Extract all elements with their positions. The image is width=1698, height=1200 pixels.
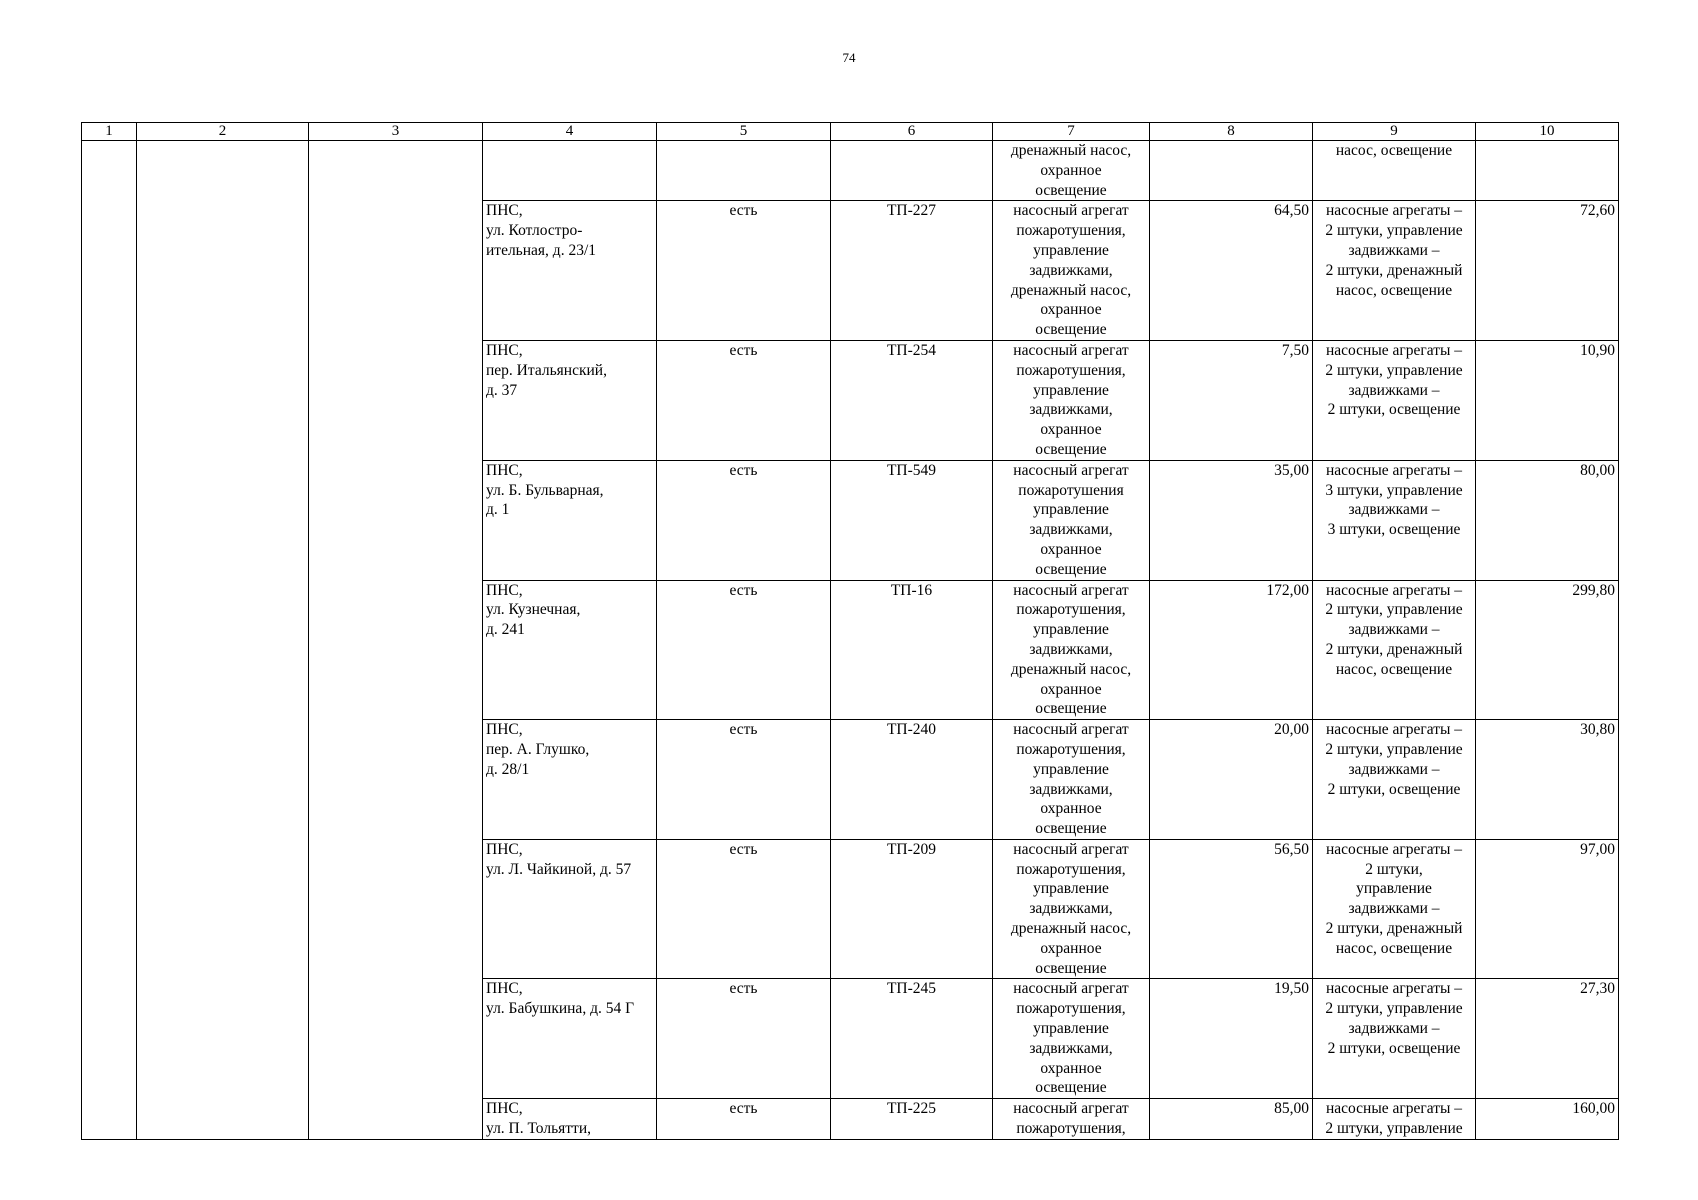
cell-availability: есть xyxy=(657,340,831,460)
cell-availability xyxy=(657,141,831,201)
cell-object: ПНС, ул. Кузнечная, д. 241 xyxy=(483,580,657,720)
cell-object: ПНС, ул. Л. Чайкиной, д. 57 xyxy=(483,839,657,979)
header-cell-4: 4 xyxy=(483,123,657,141)
cell-substation: ТП-16 xyxy=(831,580,993,720)
header-cell-10: 10 xyxy=(1476,123,1619,141)
cell-equipment: насосный агрегат пожаротушения, управление задвижками, охранное освещение xyxy=(993,340,1150,460)
cell-object: ПНС, пер. А. Глушко, д. 28/1 xyxy=(483,720,657,840)
cell-substation: ТП-245 xyxy=(831,979,993,1099)
cell-availability: есть xyxy=(657,460,831,580)
header-cell-3: 3 xyxy=(309,123,483,141)
cell-total: 27,30 xyxy=(1476,979,1619,1099)
cell-substation: ТП-549 xyxy=(831,460,993,580)
cell-details: насосные агрегаты – 2 штуки, управление задвижками – 2 штуки, освещение xyxy=(1313,720,1476,840)
header-cell-6: 6 xyxy=(831,123,993,141)
cell-total: 97,00 xyxy=(1476,839,1619,979)
cell-equipment: насосный агрегат пожаротушения, xyxy=(993,1099,1150,1140)
cell-equipment: насосный агрегат пожаротушения, управление задвижками, охранное освещение xyxy=(993,979,1150,1099)
cell-object: ПНС, ул. Котлостро- ительная, д. 23/1 xyxy=(483,201,657,341)
cell-substation: ТП-240 xyxy=(831,720,993,840)
cell-power: 172,00 xyxy=(1150,580,1313,720)
cell-availability: есть xyxy=(657,839,831,979)
cell-total: 160,00 xyxy=(1476,1099,1619,1140)
cell-power: 20,00 xyxy=(1150,720,1313,840)
merged-cell-col2 xyxy=(137,141,309,1140)
cell-object: ПНС, ул. Бабушкина, д. 54 Г xyxy=(483,979,657,1099)
cell-details: насосные агрегаты – 2 штуки, управление задвижками – 2 штуки, дренажный насос, освещение xyxy=(1313,580,1476,720)
cell-total: 80,00 xyxy=(1476,460,1619,580)
merged-cell-col1 xyxy=(82,141,137,1140)
cell-object: ПНС, ул. Б. Бульварная, д. 1 xyxy=(483,460,657,580)
cell-substation xyxy=(831,141,993,201)
cell-availability: есть xyxy=(657,1099,831,1140)
header-cell-9: 9 xyxy=(1313,123,1476,141)
cell-equipment: насосный агрегат пожаротушения, управление задвижками, дренажный насос, охранное освещение xyxy=(993,580,1150,720)
header-cell-8: 8 xyxy=(1150,123,1313,141)
header-cell-5: 5 xyxy=(657,123,831,141)
cell-substation: ТП-254 xyxy=(831,340,993,460)
cell-availability: есть xyxy=(657,201,831,341)
header-row xyxy=(82,123,1619,141)
cell-equipment: насосный агрегат пожаротушения, управление задвижками, дренажный насос, охранное освещение xyxy=(993,839,1150,979)
header-cell-2: 2 xyxy=(137,123,309,141)
cell-object: ПНС, пер. Итальянский, д. 37 xyxy=(483,340,657,460)
cell-substation: ТП-209 xyxy=(831,839,993,979)
page-number: 74 xyxy=(842,50,856,65)
cell-power: 7,50 xyxy=(1150,340,1313,460)
cell-substation: ТП-225 xyxy=(831,1099,993,1140)
cell-details: насосные агрегаты – 2 штуки, управление xyxy=(1313,1099,1476,1140)
cell-details: насосные агрегаты – 2 штуки, управление задвижками – 2 штуки, освещение xyxy=(1313,340,1476,460)
cell-availability: есть xyxy=(657,580,831,720)
cell-total: 72,60 xyxy=(1476,201,1619,341)
cell-details: насосные агрегаты – 2 штуки, управление задвижками – 2 штуки, дренажный насос, освещение xyxy=(1313,839,1476,979)
merged-cell-col3 xyxy=(309,141,483,1140)
cell-details: насосные агрегаты – 3 штуки, управление задвижками – 3 штуки, освещение xyxy=(1313,460,1476,580)
cell-total: 30,80 xyxy=(1476,720,1619,840)
cell-details: насос, освещение xyxy=(1313,141,1476,201)
cell-equipment: дренажный насос, охранное освещение xyxy=(993,141,1150,201)
cell-object xyxy=(483,141,657,201)
cell-total xyxy=(1476,141,1619,201)
cell-power: 85,00 xyxy=(1150,1099,1313,1140)
cell-availability: есть xyxy=(657,979,831,1099)
cell-details: насосные агрегаты – 2 штуки, управление задвижками – 2 штуки, освещение xyxy=(1313,979,1476,1099)
cell-power: 35,00 xyxy=(1150,460,1313,580)
cell-availability: есть xyxy=(657,720,831,840)
cell-equipment: насосный агрегат пожаротушения, управление задвижками, охранное освещение xyxy=(993,720,1150,840)
cell-total: 10,90 xyxy=(1476,340,1619,460)
cell-power xyxy=(1150,141,1313,201)
cell-total: 299,80 xyxy=(1476,580,1619,720)
cell-power: 19,50 xyxy=(1150,979,1313,1099)
cell-details: насосные агрегаты – 2 штуки, управление задвижками – 2 штуки, дренажный насос, освещение xyxy=(1313,201,1476,341)
cell-equipment: насосный агрегат пожаротушения, управление задвижками, дренажный насос, охранное освещение xyxy=(993,201,1150,341)
cell-power: 64,50 xyxy=(1150,201,1313,341)
cell-power: 56,50 xyxy=(1150,839,1313,979)
cell-equipment: насосный агрегат пожаротушения управление задвижками, охранное освещение xyxy=(993,460,1150,580)
cell-object: ПНС, ул. П. Тольятти, xyxy=(483,1099,657,1140)
continuation-row xyxy=(82,141,1619,201)
facilities-table xyxy=(81,122,1619,1140)
header-cell-7: 7 xyxy=(993,123,1150,141)
header-cell-1: 1 xyxy=(82,123,137,141)
cell-substation: ТП-227 xyxy=(831,201,993,341)
